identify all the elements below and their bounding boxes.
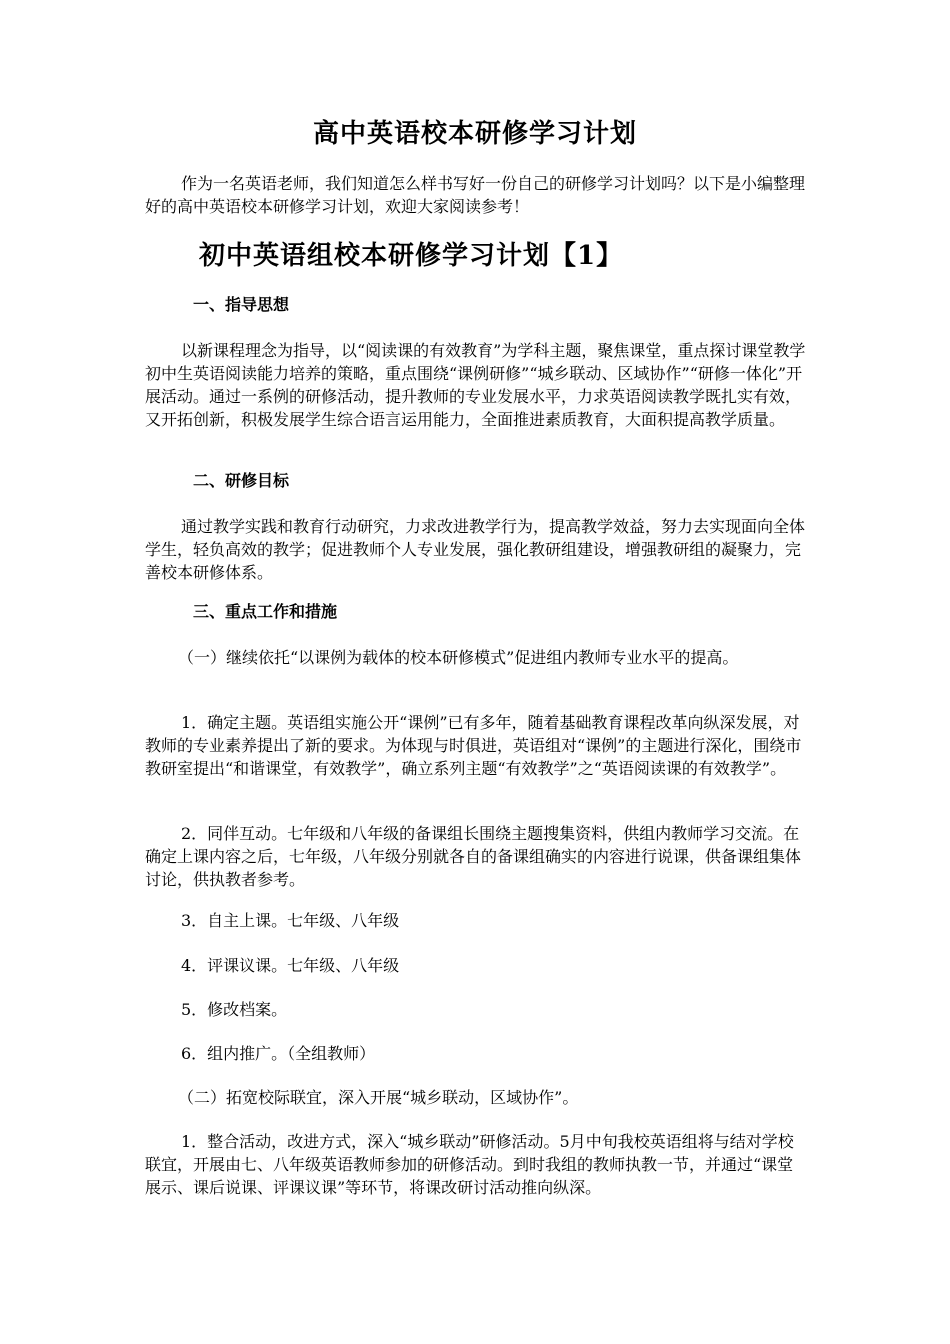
key-work-item2: 2．同伴互动。七年级和八年级的备课组长围绕主题搜集资料，供组内教师学习交流。在确定上课内容之后，七年级，八年级分别就各自的备课组确实的内容进行说课，供备课组集体讨论，供执教者参考。 xyxy=(145,824,802,889)
key-work-item5: 5．修改档案。 xyxy=(181,1000,288,1019)
key-work-part2: （二）拓宽校际联宜，深入开展“城乡联动，区域协作”。 xyxy=(178,1088,579,1107)
section-heading-guiding-ideology: 一、指导思想 xyxy=(193,295,290,314)
document-title: 高中英语校本研修学习计划 xyxy=(312,119,637,149)
section-heading-key-work: 三、重点工作和措施 xyxy=(193,602,338,621)
key-work-item4: 4．评课议课。七年级、八年级 xyxy=(181,956,400,975)
guiding-ideology-paragraph: 以新课程理念为指导，以“阅读课的有效教育”为学科主题，聚焦课堂，重点探讨课堂教学初中生英语阅读能力培养的策略，重点围绕“课例研修”“城乡联动、区域协作”“研修一体化”开展活动。通过一系例的研修活动，提升教师的专业发展水平，力求英语阅读教学既扎实有效，又开拓创新，积极发展学生综合语言运用能力，全面推进素质教育，大面积提高教学质量。 xyxy=(145,341,806,429)
intro-paragraph: 作为一名英语老师，我们知道怎么样书写好一份自己的研修学习计划吗？以下是小编整理好的高中英语校本研修学习计划，欢迎大家阅读参考！ xyxy=(145,174,806,216)
goals-paragraph: 通过教学实践和教育行动研究，力求改进教学行为，提高教学效益，努力去实现面向全体学生，轻负高效的教学；促进教师个人专业发展，强化教研组建设，增强教研组的凝聚力，完善校本研修体系。 xyxy=(145,517,806,582)
key-work-part1: （一）继续依托“以课例为载体的校本研修模式”促进组内教师专业水平的提高。 xyxy=(178,648,739,667)
key-work-item6: 6．组内推广。（全组教师） xyxy=(181,1044,376,1063)
section-heading-goals: 二、研修目标 xyxy=(193,471,290,490)
key-work-item3: 3．自主上课。七年级、八年级 xyxy=(181,911,400,930)
key-work-item1: 1．确定主题。英语组实施公开“课例”已有多年，随着基础教育课程改革向纵深发展，对教师的专业素养提出了新的要求。为体现与时俱进，英语组对“课例”的主题进行深化，围绕市教研室提出“和谐课堂，有效教学”，确立系列主题“有效教学”之“英语阅读课的有效教学”。 xyxy=(145,713,802,778)
key-work-part2-item1: 1．整合活动，改进方式，深入“城乡联动”研修活动。5月中旬我校英语组将与结对学校联宜，开展由七、八年级英语教师参加的研修活动。到时我组的教师执教一节，并通过“课堂展示、课后说课、评课议课”等环节，将课改研讨活动推向纵深。 xyxy=(145,1132,794,1197)
plan-subtitle: 初中英语组校本研修学习计划【1】 xyxy=(199,241,624,271)
